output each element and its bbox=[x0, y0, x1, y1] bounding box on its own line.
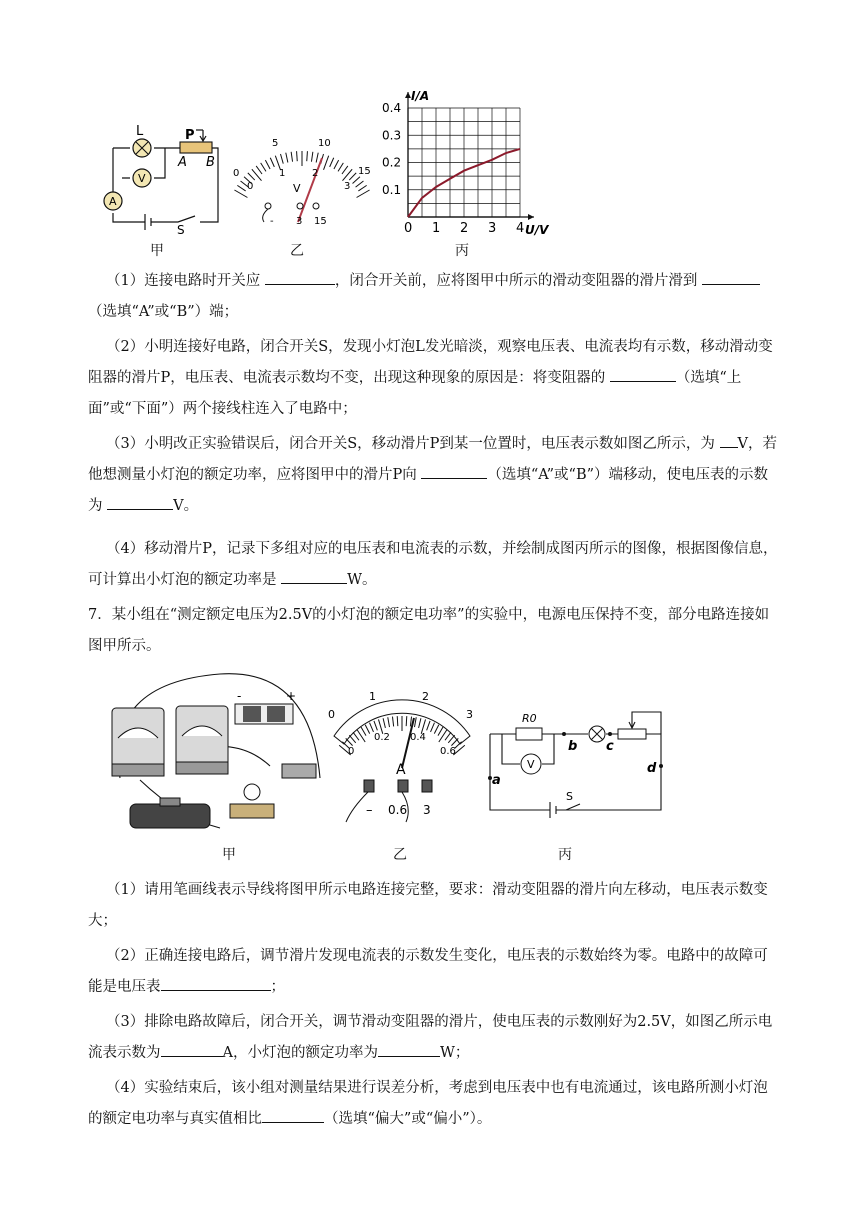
q7-p4-blank[interactable] bbox=[262, 1108, 324, 1123]
circuit-label-S: S bbox=[177, 223, 185, 236]
dial-tick bbox=[445, 732, 451, 740]
figure2-circuit-bing bbox=[484, 700, 668, 820]
q6-p4-text-a: （4）移动滑片P，记录下多组对应的电压表和电流表的示数，并绘制成图丙所示的图像，根据图像信息，可计算出小灯泡的额定功率是 bbox=[88, 541, 778, 588]
vdial-bottom-2: 2 bbox=[312, 168, 319, 179]
q6-p3-text-a: （3）小明改正实验错误后，闭合开关S，移动滑片P到某一位置时，电压表示数如图乙所示，为 bbox=[106, 436, 720, 452]
figure1-caption-bing: 丙 bbox=[455, 243, 469, 259]
dial-tick bbox=[248, 173, 255, 180]
q6-part1 bbox=[88, 266, 782, 328]
ammeter-pointer bbox=[402, 718, 414, 768]
resistor-R0 bbox=[516, 728, 542, 740]
dial-tick bbox=[307, 151, 308, 161]
circuit-label-L: L bbox=[136, 124, 144, 139]
figure1-iu-chart bbox=[375, 80, 560, 240]
dial-tick bbox=[256, 166, 262, 174]
rheostat-device bbox=[130, 798, 210, 828]
lamp-symbol-2 bbox=[589, 726, 605, 742]
q7-part2 bbox=[88, 941, 782, 1003]
figure2-ammeter-dial bbox=[322, 688, 482, 828]
q7-p2-blank[interactable] bbox=[161, 976, 271, 991]
dial-tick bbox=[291, 152, 292, 162]
vdial-bottom-3: 3 bbox=[344, 181, 351, 192]
dial-tick bbox=[297, 151, 298, 161]
q6-p3-text-d: V。 bbox=[173, 498, 199, 514]
dial-tick bbox=[261, 163, 266, 171]
q6-p3-blank1[interactable] bbox=[720, 433, 738, 448]
q7-p2-text-a: （2）正确连接电路后，调节滑片发现电流表的示数发生变化，电压表的示数始终为零。电路中的故障可能是电压表 bbox=[88, 948, 768, 995]
y-tick-label: 0.4 bbox=[382, 101, 402, 115]
adial-bottom-06: 0.6 bbox=[440, 746, 456, 757]
adial-terminal-06: 0.6 bbox=[388, 803, 408, 817]
dial-tick bbox=[324, 156, 329, 170]
q6-p3-text-c: （选填“A”或“B”）端移动，使电压表的示数为 bbox=[88, 467, 769, 514]
q7-p2-text-b: ； bbox=[270, 979, 285, 995]
dial-tick bbox=[265, 160, 270, 169]
dial-tick bbox=[406, 716, 407, 726]
q6-part4 bbox=[88, 534, 782, 596]
q6-p1-blank2[interactable] bbox=[702, 270, 760, 285]
dial-tick bbox=[353, 177, 360, 184]
x-tick-label: 2 bbox=[460, 221, 469, 236]
battery-plus: + bbox=[286, 689, 297, 703]
vdial-top-15: 15 bbox=[358, 166, 371, 177]
figure2-apparatus bbox=[100, 668, 330, 838]
adial-top-2: 2 bbox=[422, 690, 429, 703]
q7-stem: 7．某小组在“测定额定电压为2.5V的小灯泡的额定电功率”的实验中，电源电压保持不变，部分电路连接如图甲所示。 bbox=[88, 607, 770, 654]
figure1-circuit-jia bbox=[100, 118, 230, 236]
chart-xlabel: U/V bbox=[525, 223, 549, 237]
q6-p2-blank[interactable] bbox=[610, 367, 676, 382]
dial-tick bbox=[388, 717, 390, 727]
q6-p2-text-b: （选填“上面”或“下面”）两个接线柱连入了电路中； bbox=[88, 370, 742, 417]
dial-tick bbox=[342, 166, 348, 174]
q6-p4-blank[interactable] bbox=[281, 569, 347, 584]
figure1-voltmeter-dial bbox=[230, 134, 378, 229]
label-a: a bbox=[492, 773, 501, 788]
q7-part4 bbox=[88, 1073, 782, 1135]
dial-tick bbox=[383, 718, 385, 728]
q7-p3-text-a: （3）排除电路故障后，闭合开关，调节滑动变阻器的滑片，使电压表的示数刚好为2.5V，如图乙所示电流表示数为 bbox=[88, 1014, 773, 1061]
dial-tick bbox=[353, 732, 359, 740]
adial-terminal-3: 3 bbox=[423, 803, 431, 817]
vdial-terminal-15: 15 bbox=[314, 216, 327, 227]
rheostat-symbol bbox=[180, 142, 212, 153]
dial-tick bbox=[286, 153, 288, 163]
label-c: c bbox=[606, 739, 614, 754]
q6-p1-text-b: ，闭合开关前，应将图甲中所示的滑动变阻器的滑片滑到 bbox=[334, 273, 702, 289]
label-b: b bbox=[568, 739, 578, 754]
dial-tick bbox=[419, 718, 421, 728]
dial-tick bbox=[392, 717, 393, 727]
q6-part2 bbox=[88, 332, 782, 425]
q7-p4-text-a: （4）实验结束后，该小组对测量结果进行误差分析，考虑到电压表中也有电流通过，该电路所测小灯泡的额定电功率与真实值相比 bbox=[88, 1080, 768, 1127]
adial-terminal-minus: – bbox=[366, 803, 373, 818]
y-tick-label: 0.3 bbox=[382, 128, 402, 143]
voltmeter-device bbox=[176, 706, 228, 774]
circuit-label-P: P bbox=[185, 128, 195, 143]
vdial-top-5: 5 bbox=[272, 138, 279, 149]
y-tick-label: 0.2 bbox=[382, 155, 402, 170]
q6-p3-text-b: V，若他想测量小灯泡的额定功率，应将图甲中的滑片P向 bbox=[88, 436, 778, 483]
dial-tick bbox=[356, 181, 364, 187]
dial-tick bbox=[346, 738, 353, 745]
dial-tick bbox=[448, 735, 454, 743]
dial-tick bbox=[365, 725, 369, 734]
q6-p4-text-b: W。 bbox=[347, 572, 377, 588]
dial-tick bbox=[237, 185, 245, 191]
dial-tick bbox=[338, 163, 343, 171]
vdial-bottom-1: 1 bbox=[279, 168, 286, 179]
q7-p3-blank2[interactable] bbox=[378, 1042, 440, 1057]
dial-tick bbox=[438, 727, 443, 736]
dial-tick bbox=[349, 735, 355, 743]
dial-tick bbox=[358, 185, 366, 191]
circuit-label-V: V bbox=[138, 172, 146, 185]
q6-p3-blank3[interactable] bbox=[107, 495, 173, 510]
label-S: S bbox=[566, 790, 573, 803]
q7-part3 bbox=[88, 1007, 782, 1069]
figure1-caption-jia: 甲 bbox=[150, 243, 164, 259]
figure2-caption-yi: 乙 bbox=[393, 847, 407, 863]
adial-bottom-02: 0.2 bbox=[374, 732, 390, 743]
q6-p2-text-a: （2）小明连接好电路，闭合开关S，发现小灯泡L发光暗淡，观察电压表、电流表均有示数，移动滑动变阻器的滑片P，电压表、电流表示数均不变，出现这种现象的原因是：将变阻器的 bbox=[88, 339, 773, 386]
label-R0: R0 bbox=[522, 712, 537, 725]
x-tick-label: 0 bbox=[404, 221, 413, 236]
dial-tick bbox=[349, 173, 356, 180]
voltmeter-pointer bbox=[298, 158, 322, 222]
adial-top-1: 1 bbox=[369, 690, 376, 703]
vdial-terminal-3: 3 bbox=[296, 216, 303, 227]
figure2-caption-bing: 丙 bbox=[558, 847, 572, 863]
switch-device bbox=[282, 764, 316, 778]
lamp-symbol bbox=[133, 139, 151, 157]
q7-p3-text-c: W； bbox=[439, 1045, 470, 1061]
q7-part1: （1）请用笔画线表示导线将图甲所示电路连接完整，要求：滑动变阻器的滑片向左移动，电压表示数变大； bbox=[88, 882, 768, 929]
adial-unit: A bbox=[396, 762, 406, 778]
q6-p1-text-c: （选填“A”或“B”）端； bbox=[88, 304, 239, 320]
x-tick-label: 1 bbox=[432, 221, 441, 236]
dial-tick bbox=[451, 738, 458, 745]
y-tick-label: 0.1 bbox=[382, 182, 402, 197]
battery-device bbox=[235, 704, 293, 724]
adial-bottom-0: 0 bbox=[348, 746, 355, 757]
q7-p3-text-b: A，小灯泡的额定功率为 bbox=[222, 1045, 378, 1061]
vdial-terminal-minus: - bbox=[270, 216, 274, 227]
dial-tick bbox=[281, 154, 284, 164]
vdial-bottom-0: 0 bbox=[247, 181, 254, 192]
dial-tick bbox=[434, 725, 438, 734]
circuit-label-B: B bbox=[206, 155, 215, 170]
adial-top-0: 0 bbox=[328, 708, 335, 721]
label-V: V bbox=[527, 758, 535, 771]
adial-top-3: 3 bbox=[466, 708, 473, 721]
dial-tick bbox=[316, 153, 318, 163]
dial-tick bbox=[330, 158, 334, 167]
dial-tick bbox=[427, 721, 430, 730]
dial-tick bbox=[270, 158, 274, 167]
dial-tick bbox=[361, 727, 366, 736]
adial-bottom-04: 0.4 bbox=[410, 732, 426, 743]
figure2-caption-jia: 甲 bbox=[222, 847, 236, 863]
rheostat-symbol-2 bbox=[618, 729, 646, 739]
lamp-device bbox=[230, 784, 274, 818]
vdial-top-0: 0 bbox=[233, 168, 240, 179]
dial-tick bbox=[374, 721, 377, 730]
q6-part3 bbox=[88, 429, 782, 522]
dial-tick bbox=[334, 160, 339, 169]
circuit-label-A: A bbox=[178, 155, 187, 170]
dial-tick bbox=[370, 723, 374, 732]
vdial-unit: V bbox=[293, 182, 301, 195]
ammeter-device bbox=[112, 708, 164, 776]
q6-p3-blank2[interactable] bbox=[421, 464, 487, 479]
q6-p1-blank1[interactable] bbox=[265, 270, 335, 285]
x-tick-label: 3 bbox=[488, 221, 497, 236]
battery-minus: - bbox=[237, 689, 242, 703]
vdial-top-10: 10 bbox=[318, 138, 331, 149]
x-tick-label: 4 bbox=[516, 221, 525, 236]
dial-tick bbox=[311, 152, 312, 162]
figure1-caption-yi: 乙 bbox=[290, 243, 304, 259]
dial-tick bbox=[431, 723, 435, 732]
dial-tick bbox=[397, 716, 398, 726]
q7-p3-blank1[interactable] bbox=[161, 1042, 223, 1057]
q7-p4-text-b: （选填“偏大”或“偏小”）。 bbox=[324, 1111, 492, 1127]
chart-ylabel: I/A bbox=[411, 89, 430, 103]
label-d: d bbox=[647, 761, 657, 776]
q6-p1-text-a: （1）连接电路时开关应 bbox=[106, 273, 265, 289]
x-axis-arrow bbox=[528, 214, 534, 220]
circuit-label-ammeter-A: A bbox=[109, 195, 117, 208]
